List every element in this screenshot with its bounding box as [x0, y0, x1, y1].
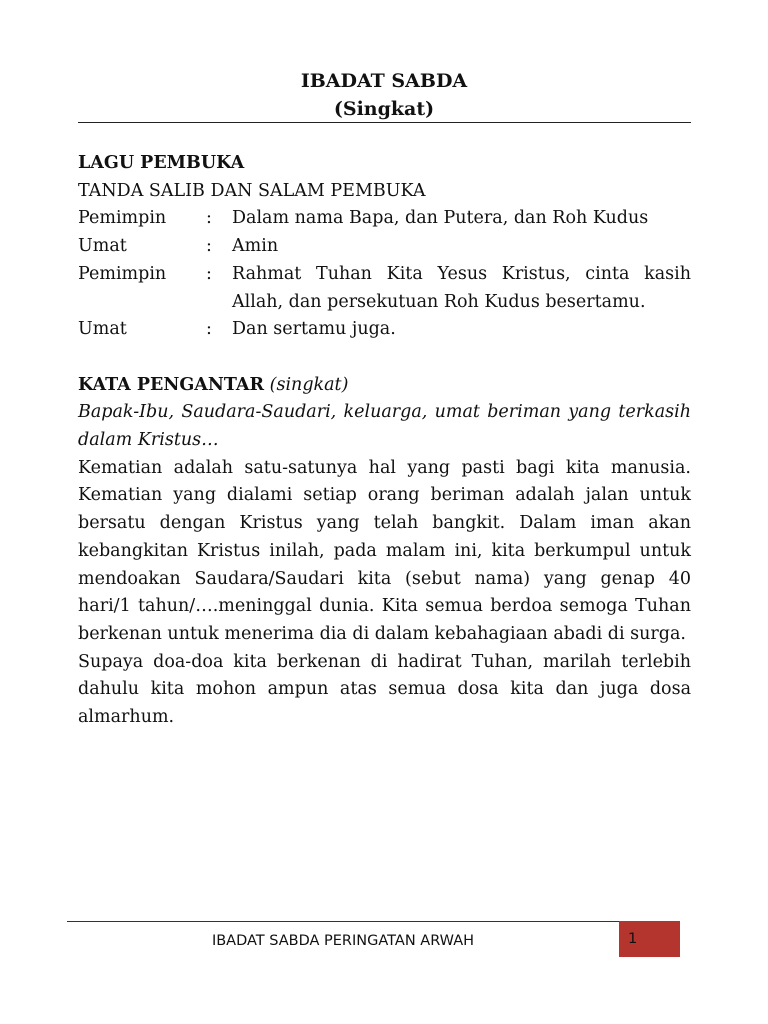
document-title: IBADAT SABDA [300, 70, 468, 92]
section-subheading: TANDA SALIB DAN SALAM PEMBUKA [78, 180, 426, 201]
dialog-row [78, 233, 691, 261]
section-spacer [78, 344, 691, 372]
footer-title: IBADAT SABDA PERINGATAN ARWAH [211, 933, 475, 949]
greeting-paragraph: Bapak-Ibu, Saudara-Saudari, keluarga, umat beriman yang terkasih dalam Kristus… [78, 402, 691, 451]
dialog-separator: : [206, 236, 212, 257]
dialog-row [78, 316, 691, 344]
dialog-row [78, 205, 691, 233]
section-heading-note: (singkat) [269, 374, 349, 395]
body-paragraph: Kematian adalah satu-satunya hal yang pasti bagi kita manusia. Kematian yang dialami setiap orang beriman adalah jalan untuk bersatu dengan Kristus yang telah bangkit. Dalam iman akan kebangkitan Kristus inilah, pada malam ini, kita berkumpul untuk mendoakan Saudara/Saudari kita (sebut nama) yang genap 40 hari/1 tahun/….meninggal dunia. Kita semua berdoa semoga Tuhan berkenan untuk menerima dia di dalam kebahagiaan abadi di surga. [78, 457, 691, 644]
dialog-text: Dalam nama Bapa, dan Putera, dan Roh Kudus [232, 208, 649, 229]
dialog-text: Amin [232, 236, 279, 257]
document-subtitle: (Singkat) [333, 98, 435, 120]
footer-divider [67, 921, 679, 922]
section-introduction [78, 372, 691, 732]
body-paragraph: Supaya doa-doa kita berkenan di hadirat Tuhan, marilah terlebih dahulu kita mohon ampun atas semua dosa kita dan juga dosa almarhum. [78, 651, 691, 728]
dialog-separator: : [206, 319, 212, 340]
document-body [78, 150, 691, 732]
dialog-text: Dan sertamu juga. [232, 319, 396, 340]
page-number-box [619, 921, 680, 957]
page-number: 1 [628, 931, 638, 947]
dialog-role: Umat [78, 319, 127, 340]
title-divider [78, 122, 691, 123]
dialog-separator: : [206, 208, 212, 229]
dialog-role: Umat [78, 236, 127, 257]
dialog-row [78, 261, 691, 316]
section-heading-line [78, 372, 691, 400]
dialog-text: Rahmat Tuhan Kita Yesus Kristus, cinta kasih Allah, dan persekutuan Roh Kudus besertamu. [232, 263, 691, 312]
dialog-role: Pemimpin [78, 263, 167, 284]
section-heading: LAGU PEMBUKA [78, 153, 245, 173]
dialog-role: Pemimpin [78, 208, 167, 229]
section-heading: KATA PENGANTAR [78, 374, 265, 395]
section-opening [78, 150, 691, 344]
dialog-separator: : [206, 263, 212, 284]
